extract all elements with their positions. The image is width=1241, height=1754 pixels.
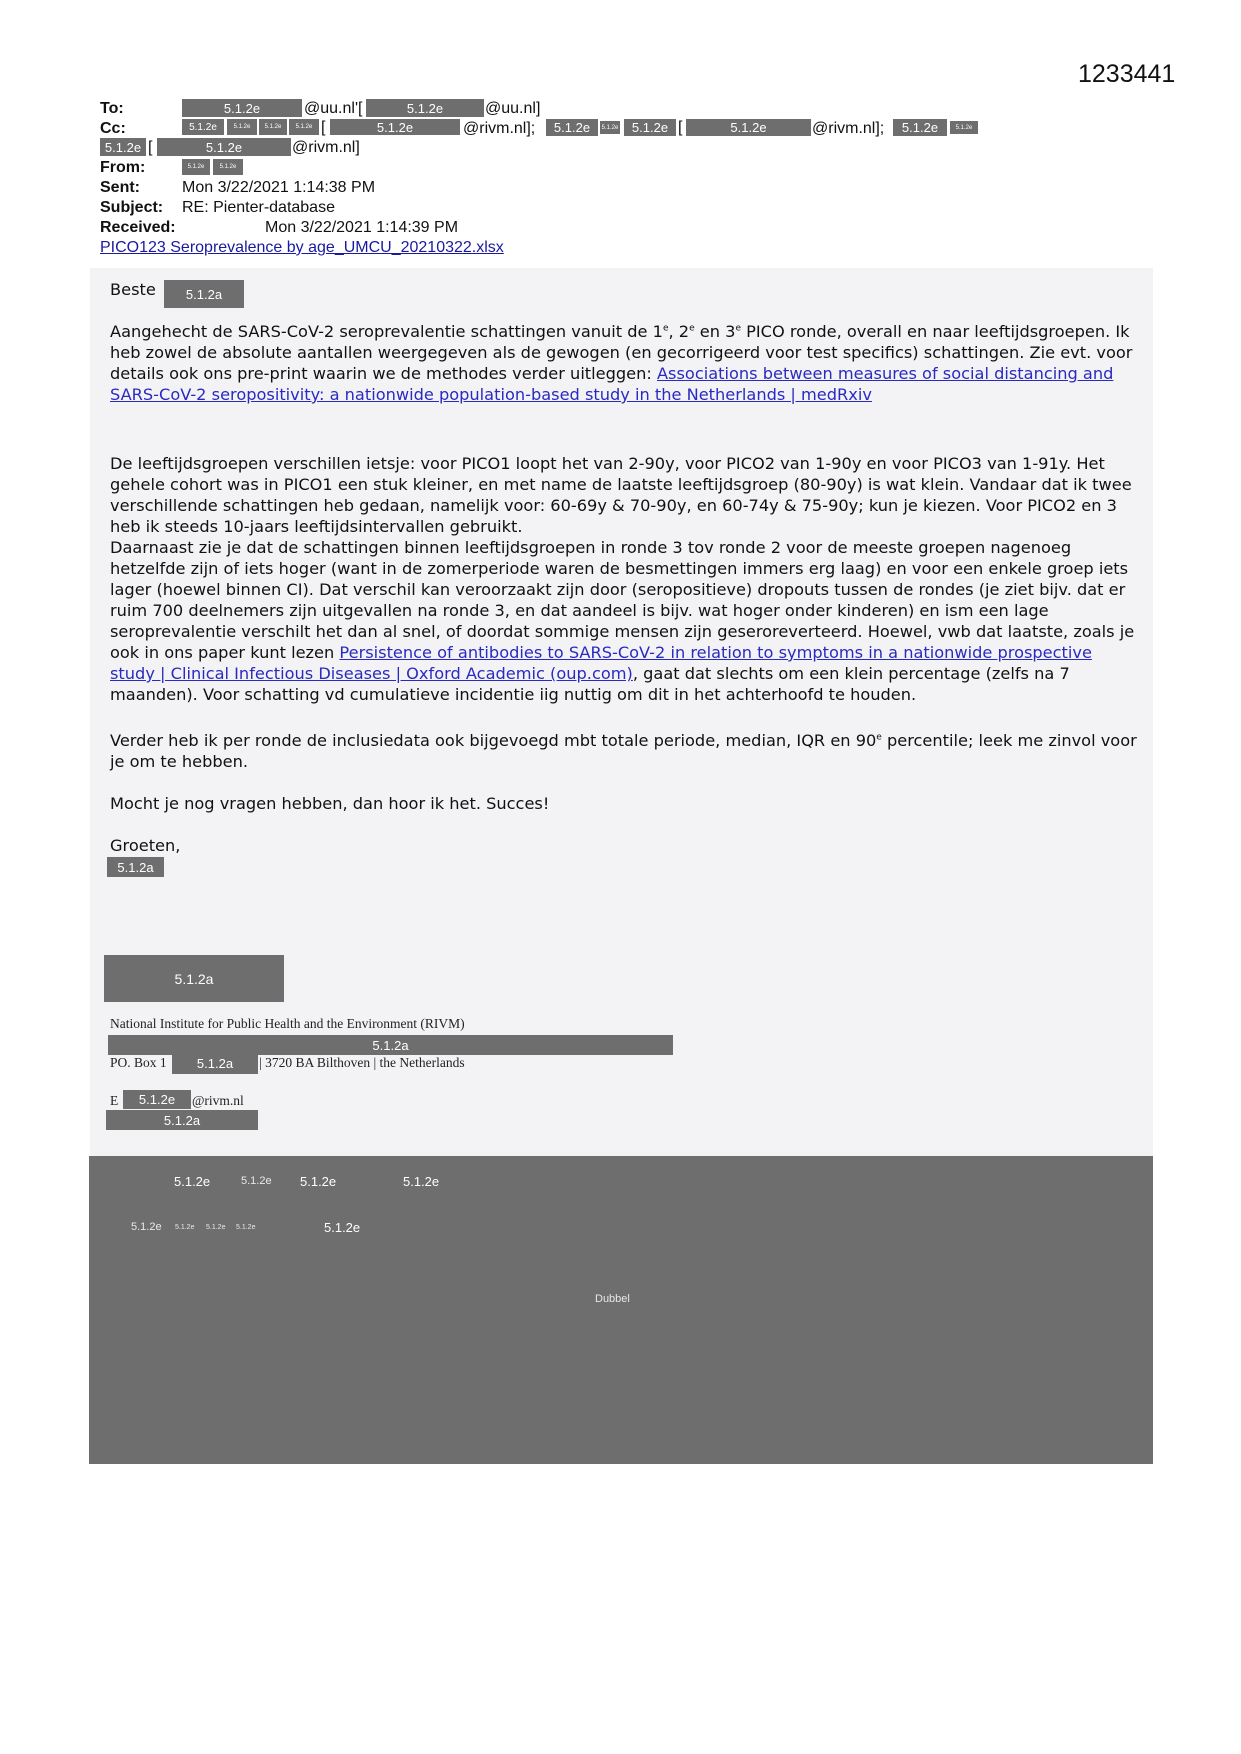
grey-code-8: 5.1.2e — [236, 1224, 256, 1231]
redaction-cc-4: 5.1.2e — [289, 119, 319, 135]
redaction-from-2: 5.1.2e — [213, 159, 243, 175]
grey-code-5: 5.1.2e — [131, 1221, 162, 1233]
cc-bracket-2: [ — [678, 119, 683, 136]
to-label: To: — [100, 100, 124, 117]
address: | 3720 BA Bilthoven | the Netherlands — [259, 1055, 465, 1070]
redaction-cc-7: 5.1.2e — [600, 121, 620, 134]
sent-value: Mon 3/22/2021 1:14:38 PM — [182, 179, 376, 196]
redaction-cc-2: 5.1.2e — [227, 119, 257, 135]
to-domain-2: @uu.nl] — [485, 100, 541, 117]
redaction-po-box: 5.1.2a — [172, 1053, 258, 1074]
po-box: PO. Box 1 — [110, 1055, 167, 1070]
redaction-cc-6: 5.1.2e — [546, 119, 598, 136]
grey-code-4: 5.1.2e — [403, 1174, 440, 1189]
redaction-cc-3: 5.1.2e — [259, 119, 287, 135]
cc-bracket: [ — [321, 119, 326, 136]
redaction-from-1: 5.1.2e — [182, 159, 210, 175]
redacted-block — [89, 1156, 1153, 1464]
redaction-cc-1: 5.1.2e — [182, 119, 224, 135]
redaction-email-user: 5.1.2e — [123, 1090, 191, 1109]
subject-value: RE: Pienter-database — [182, 199, 335, 216]
grey-code-1: 5.1.2e — [174, 1174, 211, 1189]
subject-label: Subject: — [100, 199, 164, 216]
redaction-to-name-2: 5.1.2e — [366, 99, 484, 117]
grey-code-7: 5.1.2e — [206, 1224, 226, 1231]
closing: Groeten, — [110, 836, 181, 855]
redaction-cc-9: 5.1.2e — [686, 119, 811, 136]
cid-link[interactable]: Persistence of antibodies to SARS-CoV-2 in relation to symptoms in a nationwide prospective study | Clinical Infectious Diseases | Oxford Academic (oup.com) — [110, 643, 1092, 683]
redaction-cc-8: 5.1.2e — [624, 119, 676, 136]
redaction-cc-11: 5.1.2e — [950, 121, 978, 134]
grey-code-3: 5.1.2e — [300, 1174, 337, 1189]
redaction-cc-13: 5.1.2e — [157, 138, 291, 156]
attachment-link[interactable]: PICO123 Seroprevalence by age_UMCU_20210322.xlsx — [100, 239, 504, 256]
email-domain: @rivm.nl — [192, 1093, 244, 1108]
redaction-cc-12: 5.1.2e — [100, 138, 146, 156]
received-value: Mon 3/22/2021 1:14:39 PM — [265, 219, 459, 236]
email-prefix: E — [110, 1093, 119, 1108]
redaction-signature-extra: 5.1.2a — [106, 1110, 258, 1130]
redaction-cc-10: 5.1.2e — [893, 119, 947, 136]
cc-bracket-3: [ — [148, 139, 153, 156]
cc-label: Cc: — [100, 120, 126, 137]
to-domain: @uu.nl'[ — [304, 100, 363, 117]
cc-domain-3: @rivm.nl] — [292, 139, 360, 156]
document-number: 1233441 — [1078, 60, 1176, 88]
redaction-sender-name: 5.1.2a — [107, 857, 164, 877]
cc-domain-2: @rivm.nl]; — [812, 120, 885, 137]
redaction-signature-name: 5.1.2a — [104, 955, 284, 1002]
sent-label: Sent: — [100, 179, 140, 196]
paragraph-5: Mocht je nog vragen hebben, dan hoor ik het. Succes! — [110, 794, 550, 813]
grey-block-label: Dubbel — [595, 1293, 630, 1305]
greeting: Beste — [110, 280, 156, 299]
cc-domain: @rivm.nl]; — [463, 120, 536, 137]
grey-code-6: 5.1.2e — [175, 1224, 195, 1231]
from-label: From: — [100, 159, 146, 176]
redaction-recipient-name: 5.1.2a — [164, 280, 244, 308]
medrxiv-link[interactable]: Associations between measures of social distancing and SARS-CoV-2 seropositivity: a nationwide population-based study in the Netherlands | medRxiv — [110, 364, 1114, 404]
grey-code-2: 5.1.2e — [241, 1175, 272, 1187]
institute-name: National Institute for Public Health and the Environment (RIVM) — [110, 1016, 465, 1031]
paragraph-3: Daarnaast zie je dat de schattingen binnen leeftijdsgroepen in ronde 3 tov ronde 2 voor de meeste groepen nagenoeg hetzelfde zijn of iets hoger (want in de zomerperiode waren de besmettingen immers erg laag) en voor een enkele groep iets lager (hoewel binnen CI). Dat verschil kan veroorzaakt zijn door (seropositieve) dropouts tussen de rondes (je ziet bijv. dat er ruim 700 deelnemers zijn uitgevallen na ronde 3, en dat aandeel is bijv. wat hoger onder kinderen) en ism een lage seroprevalentie verschilt het dan al snel, of doordat sommige mensen zijn geseroreverteerd. Hoewel, vwb dat laatste, zoals je ook in ons paper kunt lezen Persistence of antibodies to SARS-CoV-2 in relation to symptoms in a nationwide prospective study | Clinical Infectious Diseases | Oxford Academic (oup.com), gaat dat slechts om een klein percentage (zelfs na 7 maanden). Voor schatting vd cumulatieve incidentie iig nuttig om dit in het achterhoofd te houden. — [110, 538, 1135, 704]
paragraph-4: Verder heb ik per ronde de inclusiedata ook bijgevoegd mbt totale periode, median, IQR en 90e percentile; leek me zinvol voor je om te hebben. — [110, 731, 1137, 771]
redaction-to-name: 5.1.2e — [182, 99, 302, 117]
redaction-cc-5: 5.1.2e — [330, 119, 460, 135]
received-label: Received: — [100, 219, 176, 236]
paragraph-2: De leeftijdsgroepen verschillen ietsje: voor PICO1 loopt het van 2-90y, voor PICO2 van 1-90y en voor PICO3 van 1-91y. Het gehele cohort was in PICO1 een stuk kleiner, en met name de laatste leeftijdsgroep (80-90y) is wat klein. Vandaar dat ik twee verschillende schattingen heb gedaan, namelijk voor: 60-69y & 70-90y, en 60-74y & 75-90y; kun je kiezen. Voor PICO2 en 3 heb ik steeds 10-jaars leeftijdsintervallen gebruikt. — [110, 454, 1132, 536]
redaction-signature-title: 5.1.2a — [108, 1035, 673, 1055]
paragraph-1: Aangehecht de SARS-CoV-2 seroprevalentie schattingen vanuit de 1e, 2e en 3e PICO ronde, overall en naar leeftijdsgroepen. Ik heb zowel de absolute aantallen weergegeven als de gewogen (en gecorrigeerd voor test specifics) schattingen. Zie evt. voor details ook ons pre-print waarin we de methodes verder uitleggen: Associations between measures of social distancing and SARS-CoV-2 seropositivity: a nationwide population-based study in the Netherlands | medRxiv — [110, 322, 1133, 404]
grey-code-9: 5.1.2e — [324, 1220, 361, 1235]
